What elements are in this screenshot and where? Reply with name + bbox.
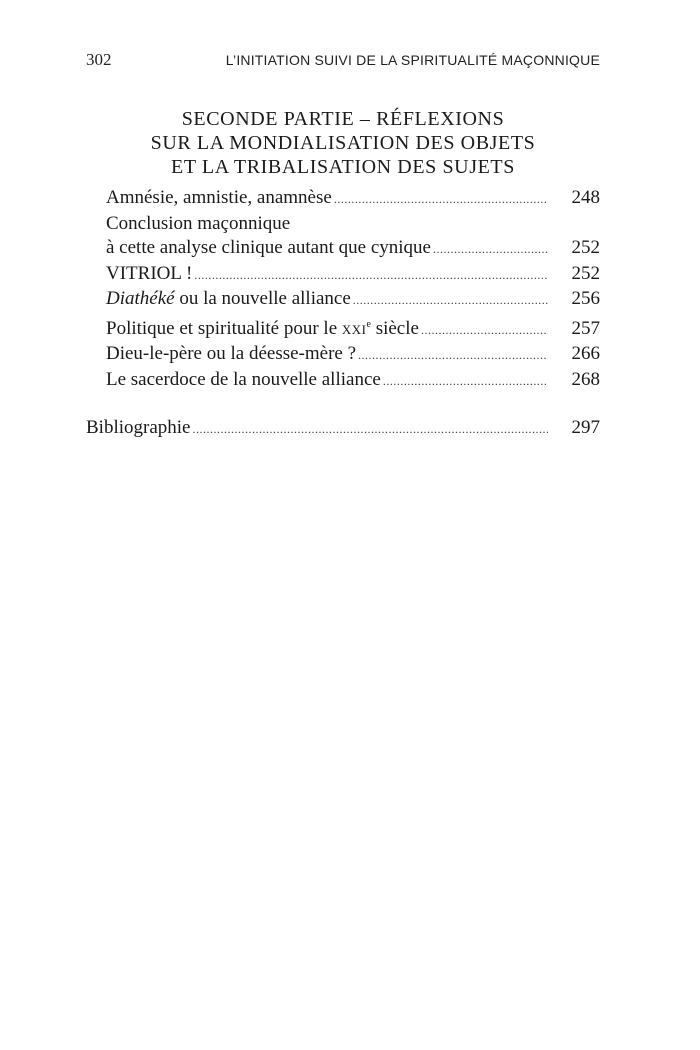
running-head: [86, 50, 600, 70]
dot-leader: [194, 263, 548, 288]
toc-entry-title: [106, 287, 351, 312]
toc-entry-page: 266: [571, 343, 600, 364]
toc-entry-page: 252: [571, 262, 600, 284]
toc-entry-title: à cette analyse clinique autant que cynique: [106, 237, 431, 258]
dot-leader: [433, 237, 548, 262]
toc-entry-title-rest: ou la nouvelle alliance: [174, 288, 351, 309]
toc-entry-page: 268: [571, 368, 600, 390]
toc-entry-title-italic: Diathéké: [106, 288, 175, 309]
toc-entry-page: 257: [571, 317, 600, 339]
page-number: 302: [86, 50, 112, 69]
part-heading-line: SUR LA MONDIALISATION DES OBJETS: [150, 132, 536, 154]
toc-entry-page: 297: [571, 417, 600, 438]
toc-entry-title-line: Conclusion maçonnique: [106, 212, 291, 234]
century-numeral: xxi: [341, 317, 367, 339]
part-heading: [86, 107, 600, 179]
toc-entry-title-pre: Politique et spiritualité pour le: [106, 317, 342, 339]
toc-entry-title-post: siècle: [370, 317, 419, 339]
dot-leader: [421, 318, 548, 343]
toc-entry[interactable]: [86, 313, 600, 343]
dot-leader: [383, 369, 548, 394]
toc-entry[interactable]: [86, 236, 600, 262]
century-superscript: e: [366, 318, 371, 330]
toc-entry-title: Dieu-le-père ou la déesse-mère ?: [106, 343, 357, 364]
toc-entry-title: Bibliographie: [86, 417, 191, 438]
toc-entry-bibliography[interactable]: [86, 416, 600, 442]
toc-entry[interactable]: [86, 342, 600, 368]
toc-entry-title: VITRIOL !: [106, 262, 193, 284]
toc-entry[interactable]: [86, 186, 600, 212]
table-of-contents: [86, 186, 600, 442]
book-title: L’INITIATION SUIVI DE LA SPIRITUALITÉ MAÇONNIQUE: [225, 52, 600, 68]
toc-entry-page: 256: [571, 288, 600, 309]
dot-leader: [353, 288, 548, 313]
toc-entry-title: Amnésie, amnistie, anamnèse: [106, 187, 332, 208]
dot-leader: [192, 417, 548, 442]
toc-entry[interactable]: [86, 368, 600, 394]
dot-leader: [334, 187, 548, 212]
toc-entry-page: 252: [571, 237, 600, 258]
toc-entry-title: Le sacerdoce de la nouvelle alliance: [106, 368, 381, 390]
dot-leader: [358, 343, 548, 368]
toc-entry-title: [106, 313, 419, 342]
toc-entry[interactable]: [86, 262, 600, 288]
part-heading-line: SECONDE PARTIE – RÉFLEXIONS: [181, 108, 505, 130]
toc-entry-page: 248: [571, 187, 600, 208]
part-heading-line: ET LA TRIBALISATION DES SUJETS: [171, 156, 515, 178]
toc-entry[interactable]: [86, 287, 600, 313]
